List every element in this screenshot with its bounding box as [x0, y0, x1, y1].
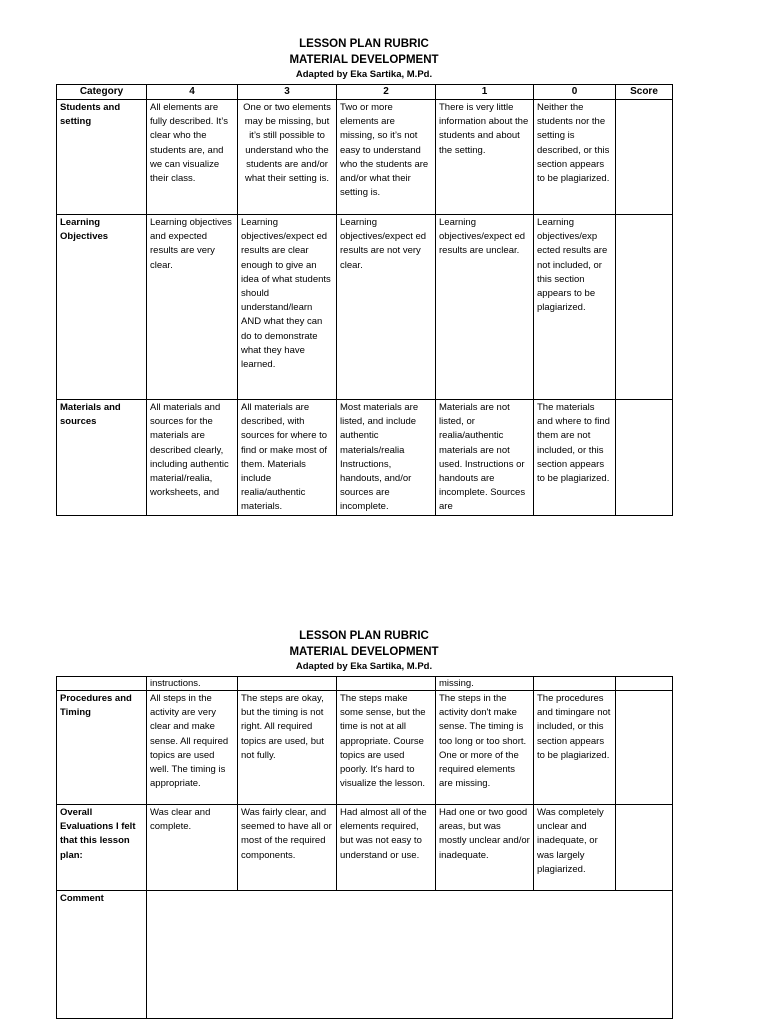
- continuation-cell: missing.: [436, 677, 534, 691]
- rubric-title: LESSON PLAN RUBRIC: [299, 38, 429, 50]
- table-row: [57, 691, 673, 805]
- rubric-subtitle: MATERIAL DEVELOPMENT: [289, 646, 439, 658]
- rubric-cell: All materials and sources for the materials are described clearly, including authentic material/realia, worksheets, and: [147, 400, 238, 516]
- score-cell[interactable]: [616, 805, 673, 891]
- rubric-cell: One or two elements may be missing, but it’s still possible to understand who the students are and/or what their setting is.: [238, 100, 337, 215]
- column-header-2: 2: [337, 85, 436, 100]
- rubric-cell: Most materials are listed, and include authentic materials/realia Instructions, handouts, and/or sources are incomplete.: [337, 400, 436, 516]
- comment-label: Comment: [57, 891, 147, 1019]
- score-cell[interactable]: [616, 400, 673, 516]
- rubric-credit: Adapted by Eka Sartika, M.Pd.: [295, 661, 433, 672]
- rubric-cell: Was clear and complete.: [147, 805, 238, 891]
- rubric-cell: Was completely unclear and inadequate, or was largely plagiarized.: [534, 805, 616, 891]
- page1-header: [56, 36, 672, 81]
- rubric-cell: All elements are fully described. It’s clear who the students are, and we can visualize their class.: [147, 100, 238, 215]
- continuation-cell: [57, 677, 147, 691]
- score-cell[interactable]: [616, 691, 673, 805]
- continuation-row: [57, 677, 673, 691]
- column-header-3: 3: [238, 85, 337, 100]
- column-header-category: Category: [57, 85, 147, 100]
- rubric-cell: Learning objectives/expect ed results are unclear.: [436, 215, 534, 400]
- continuation-cell: [616, 677, 673, 691]
- rubric-cell: Learning objectives and expected results are very clear.: [147, 215, 238, 400]
- column-header-1: 1: [436, 85, 534, 100]
- rubric-cell: The materials and where to find them are not included, or this section appears to be plagiarized.: [534, 400, 616, 516]
- rubric-credit: Adapted by Eka Sartika, M.Pd.: [295, 69, 433, 80]
- row-category: Learning Objectives: [57, 215, 147, 400]
- rubric-cell: Materials are not listed, or realia/authentic materials are not used. Instructions or handouts are incomplete. Sources are: [436, 400, 534, 516]
- comment-row: [57, 891, 673, 1019]
- rubric-title: LESSON PLAN RUBRIC: [299, 630, 429, 642]
- rubric-cell: Learning objectives/expect ed results are not very clear.: [337, 215, 436, 400]
- rubric-cell: Neither the students nor the setting is described, or this section appears to be plagiarized.: [534, 100, 616, 215]
- rubric-cell: Was fairly clear, and seemed to have all or most of the required components.: [238, 805, 337, 891]
- row-category: Materials and sources: [57, 400, 147, 516]
- column-header-0: 0: [534, 85, 616, 100]
- rubric-cell: Had one or two good areas, but was mostly unclear and/or inadequate.: [436, 805, 534, 891]
- rubric-cell: The steps are okay, but the timing is not right. All required topics are used, but not fully.: [238, 691, 337, 805]
- rubric-cell: All materials are described, with sources for where to find or make most of them. Materials include realia/authentic materials.: [238, 400, 337, 516]
- rubric-cell: All steps in the activity are very clear and make sense. All required topics are used well. The timing is appropriate.: [147, 691, 238, 805]
- table-row: [57, 100, 673, 215]
- comment-field[interactable]: [147, 891, 673, 1019]
- continuation-cell: instructions.: [147, 677, 238, 691]
- continuation-cell: [337, 677, 436, 691]
- score-cell[interactable]: [616, 100, 673, 215]
- column-header-score: Score: [616, 85, 673, 100]
- continuation-cell: [534, 677, 616, 691]
- column-header-4: 4: [147, 85, 238, 100]
- rubric-cell: There is very little information about the students and about the setting.: [436, 100, 534, 215]
- row-category: Procedures and Timing: [57, 691, 147, 805]
- row-category: Students and setting: [57, 100, 147, 215]
- rubric-cell: Learning objectives/expect ed results are clear enough to give an idea of what students should understand/learn AND what they can do to demonstrate what they have learned.: [238, 215, 337, 400]
- rubric-cell: Had almost all of the elements required, but was not easy to understand or use.: [337, 805, 436, 891]
- rubric-cell: Two or more elements are missing, so it’s not easy to understand who the students are and/or what their setting is.: [337, 100, 436, 215]
- score-cell[interactable]: [616, 215, 673, 400]
- rubric-cell: The steps make some sense, but the time is not at all appropriate. Course topics are used poorly. It's hard to visualize the lesson.: [337, 691, 436, 805]
- rubric-subtitle: MATERIAL DEVELOPMENT: [289, 54, 439, 66]
- table-row: [57, 215, 673, 400]
- row-category: Overall Evaluations I felt that this lesson plan:: [57, 805, 147, 891]
- table-header-row: [57, 85, 673, 100]
- table-row: [57, 805, 673, 891]
- rubric-table-page2: [56, 676, 673, 1019]
- rubric-cell: The steps in the activity don't make sense. The timing is too long or too short. One or more of the required elements are missing.: [436, 691, 534, 805]
- rubric-table-page1: [56, 84, 673, 516]
- continuation-cell: [238, 677, 337, 691]
- page2-header: [56, 628, 672, 673]
- rubric-cell: The procedures and timingare not included, or this section appears to be plagiarized.: [534, 691, 616, 805]
- rubric-cell: Learning objectives/exp ected results are not included, or this section appears to be plagiarized.: [534, 215, 616, 400]
- table-row: [57, 400, 673, 516]
